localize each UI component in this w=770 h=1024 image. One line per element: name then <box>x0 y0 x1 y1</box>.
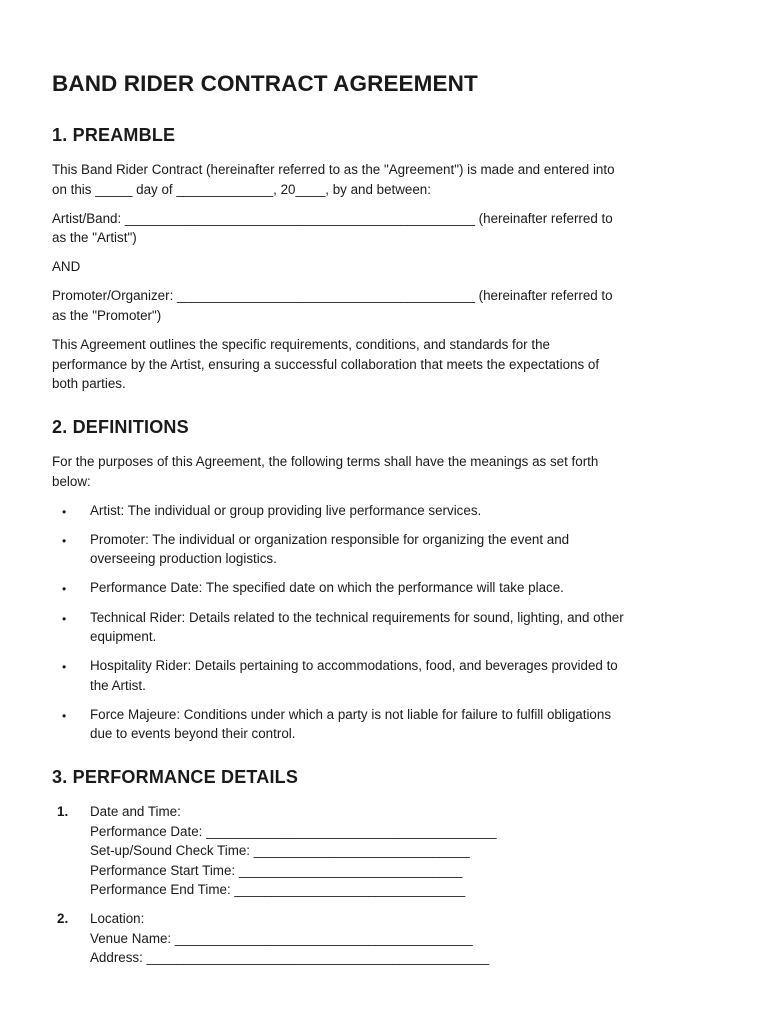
preamble-intro-line: This Band Rider Contract (hereinafter referred to as the "Agreement") is made and entered into <box>52 162 615 177</box>
definition-text: Performance Date: The specified date on which the performance will take place. <box>90 580 564 596</box>
definitions-section <box>52 416 717 744</box>
list-item <box>52 802 717 900</box>
definition-text: the Artist. <box>90 677 146 693</box>
definition-text: overseeing production logistics. <box>90 551 277 567</box>
definitions-list <box>52 501 717 744</box>
preamble-intro-line: on this _____ day of _____________, 20____, by and between: <box>52 181 431 197</box>
item-number: 1. <box>57 804 69 820</box>
preamble-intro <box>52 160 717 199</box>
promoter-line: Promoter/Organizer: ________________________________________ (hereinafter referred to <box>52 288 613 304</box>
list-item <box>52 501 717 521</box>
definition-text: Hospitality Rider: Details pertaining to accommodations, food, and beverages provided to <box>90 658 618 674</box>
definition-text: Technical Rider: Details related to the technical requirements for sound, lighting, and other <box>90 609 624 625</box>
list-item <box>52 530 717 569</box>
soundcheck-time-field: Set-up/Sound Check Time: _____________________________ <box>90 843 470 859</box>
contract-page <box>52 68 717 977</box>
preamble-heading: 1. PREAMBLE <box>52 125 176 145</box>
location-label: Location: <box>90 911 145 927</box>
artist-band-line: as the "Artist") <box>52 230 137 246</box>
start-time-field: Performance Start Time: ______________________________ <box>90 862 463 878</box>
purpose-line: This Agreement outlines the specific requirements, conditions, and standards for the <box>52 337 550 353</box>
bullet-icon: • <box>62 611 67 626</box>
definition-text: Promoter: The individual or organization responsible for organizing the event and <box>90 531 570 547</box>
performance-details-section <box>52 766 717 968</box>
definition-text: due to events beyond their control. <box>90 726 296 742</box>
performance-date-field: Performance Date: _______________________________________ <box>90 823 497 839</box>
list-item <box>52 608 717 647</box>
preamble-section <box>52 124 717 394</box>
bullet-icon: • <box>62 582 67 597</box>
end-time-field: Performance End Time: _______________________________ <box>90 882 466 898</box>
purpose-line: both parties. <box>52 376 126 392</box>
list-item <box>52 578 717 598</box>
definitions-intro <box>52 452 717 491</box>
promoter-organizer-field <box>52 286 717 325</box>
bullet-icon: • <box>62 533 67 548</box>
definition-text: Artist: The individual or group providing live performance services. <box>90 502 482 518</box>
definitions-intro-line: below: <box>52 473 91 489</box>
preamble-purpose <box>52 335 717 394</box>
artist-band-field <box>52 209 717 248</box>
list-item <box>52 656 717 695</box>
promoter-line: as the "Promoter") <box>52 308 162 324</box>
document-title: BAND RIDER CONTRACT AGREEMENT <box>52 71 478 96</box>
bullet-icon: • <box>62 660 67 675</box>
definition-text: equipment. <box>90 629 157 645</box>
performance-details-heading: 3. PERFORMANCE DETAILS <box>52 767 299 788</box>
item-number: 2. <box>57 911 69 927</box>
date-time-label: Date and Time: <box>90 804 181 820</box>
and-separator: AND <box>52 259 81 275</box>
definitions-intro-line: For the purposes of this Agreement, the following terms shall have the meanings as set forth <box>52 453 599 469</box>
performance-details-list <box>52 802 717 968</box>
bullet-icon: • <box>62 504 67 519</box>
artist-band-line: Artist/Band: _______________________________________________ (hereinafter referred to <box>52 210 613 226</box>
purpose-line: performance by the Artist, ensuring a successful collaboration that meets the expectations of <box>52 356 600 372</box>
definition-text: Force Majeure: Conditions under which a party is not liable for failure to fulfill obligations <box>90 706 612 722</box>
bullet-icon: • <box>62 708 67 723</box>
definitions-heading: 2. DEFINITIONS <box>52 416 189 437</box>
list-item <box>52 909 717 968</box>
list-item <box>52 705 717 744</box>
venue-name-field: Venue Name: ________________________________________ <box>90 930 473 946</box>
address-field: Address: ______________________________________________ <box>90 950 490 966</box>
